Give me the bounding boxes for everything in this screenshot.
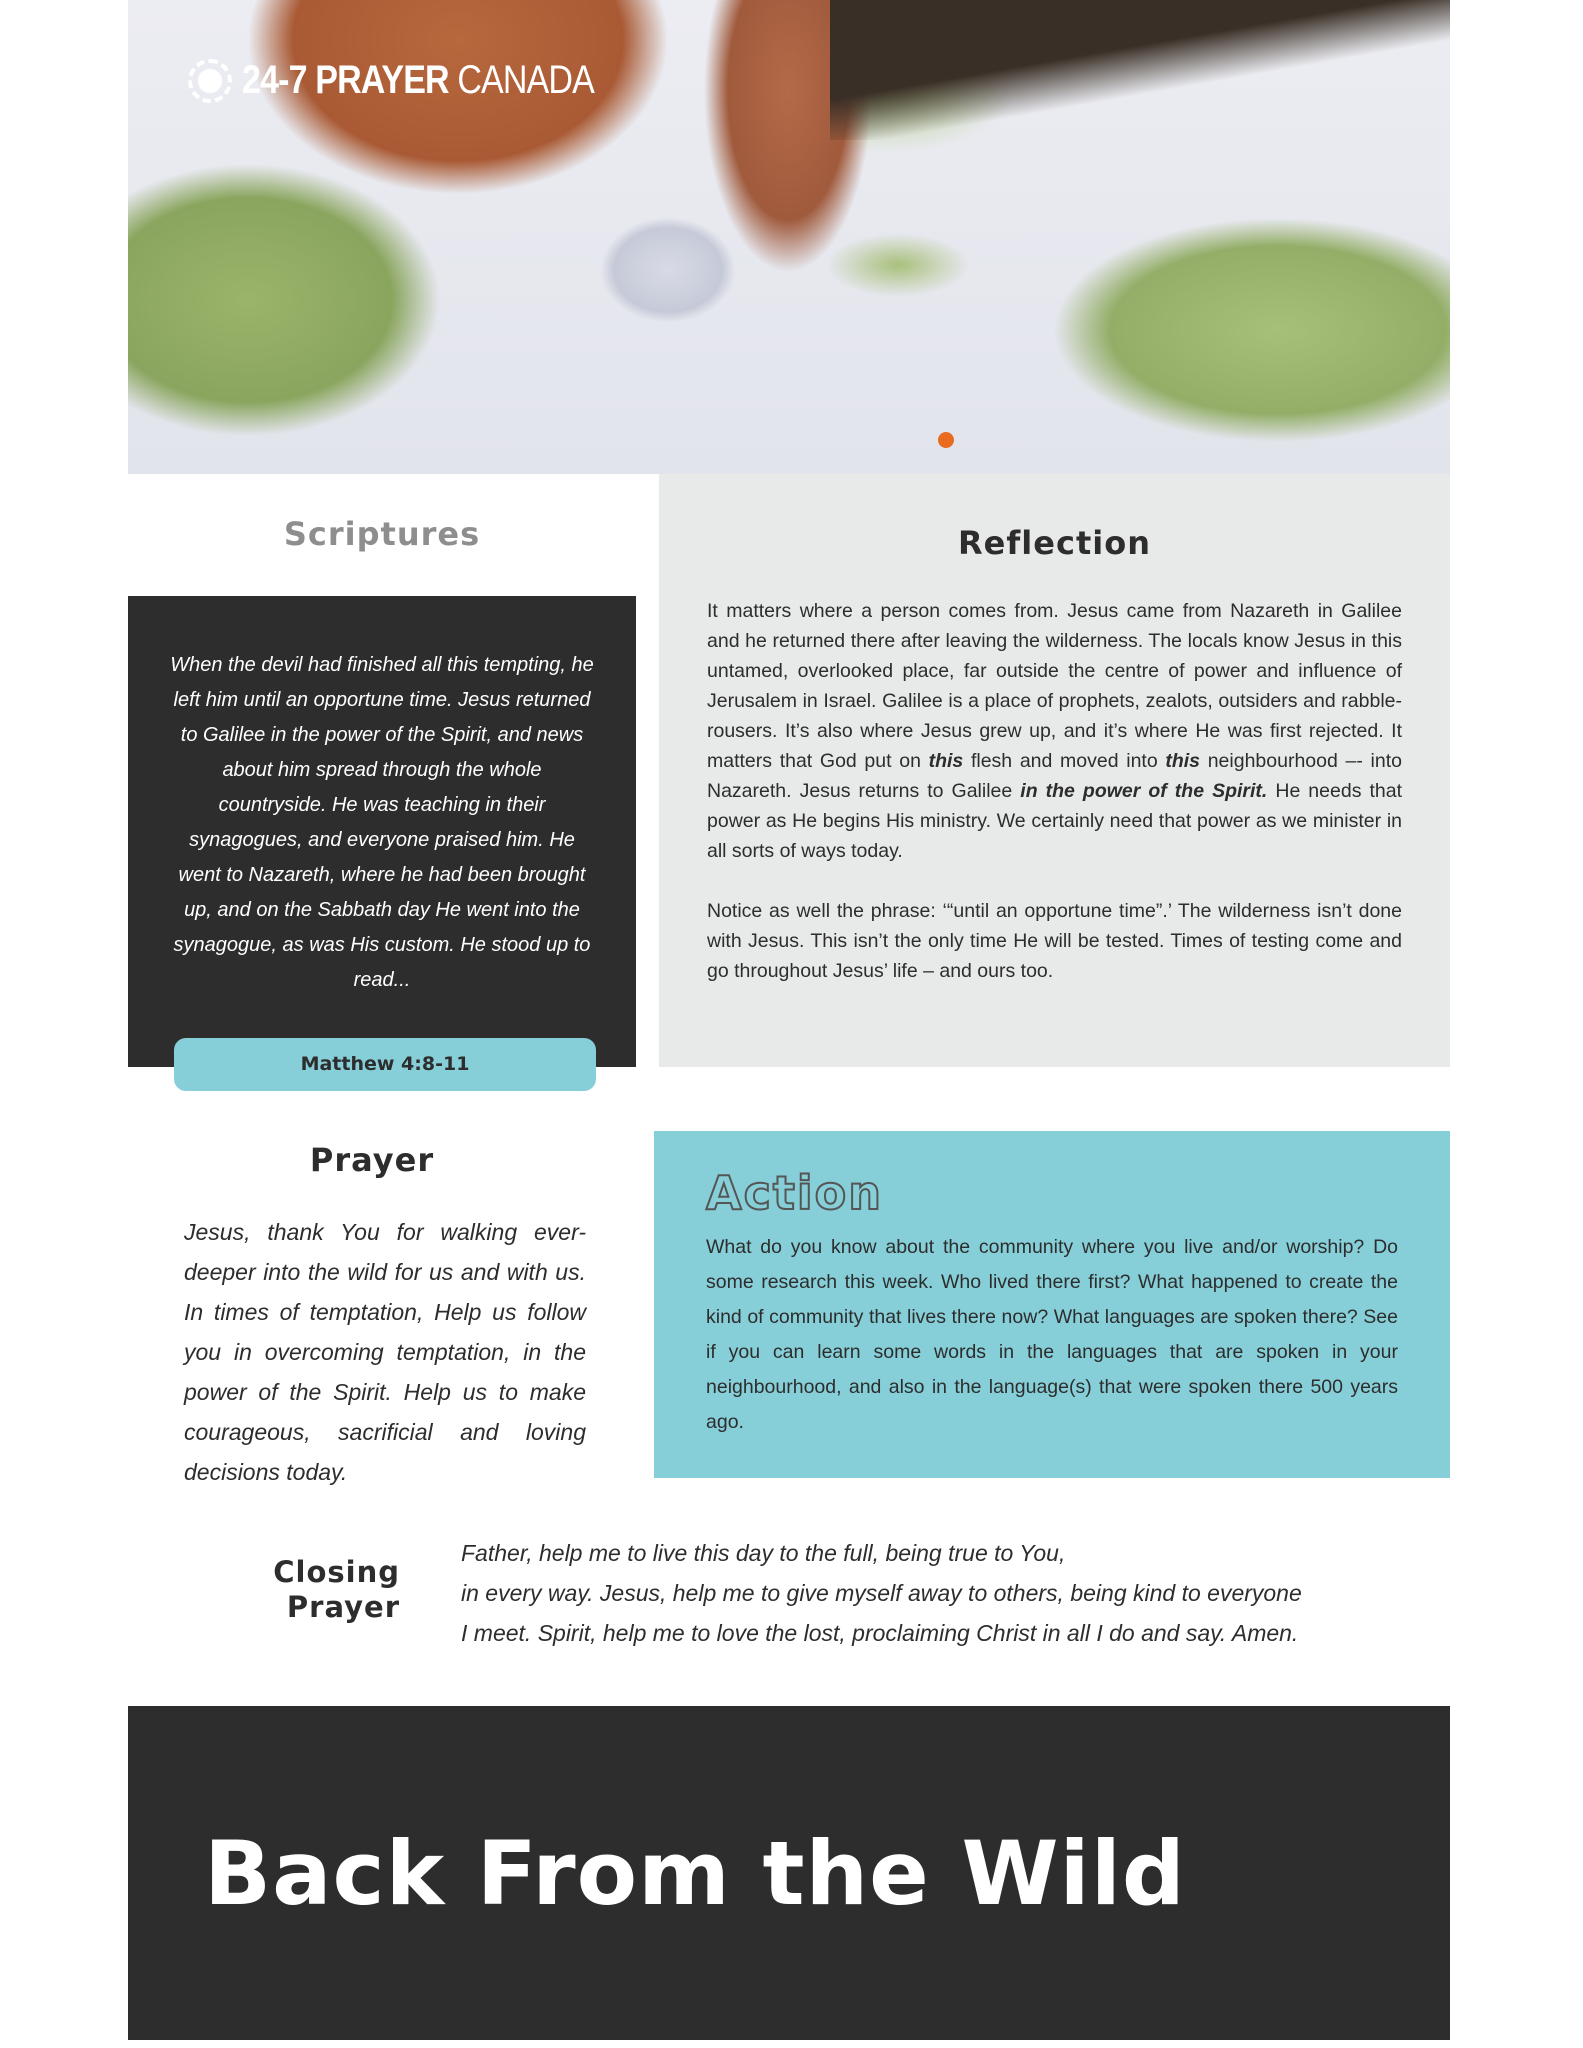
action-text: What do you know about the community where you live and/or worship? Do some research this week. Who lived there first? What happened to create the kind of community that lives there now? What languages are spoken there? See if you can learn some words in the languages that are spoken in your neighbourhood, and also in the language(s) that were spoken there 500 years ago. — [706, 1236, 1398, 1433]
scripture-box — [128, 596, 636, 1067]
closing-line: I meet. Spirit, help me to love the lost, proclaiming Christ in all I do and say. Amen. — [461, 1620, 1299, 1646]
map-frame — [830, 0, 1450, 140]
map-pin — [938, 432, 954, 448]
closing-line: in every way. Jesus, help me to give myself away to others, being kind to everyone — [461, 1580, 1302, 1606]
scriptures-heading: Scriptures — [283, 515, 481, 553]
prayer-text: Jesus, thank You for walking ever-deeper into the wild for us and with us. In times of temptation, Help us follow you in overcoming temptation, in the power of the Spirit. Help us to make courageous, sacrificial and loving decisions today. — [184, 1219, 586, 1485]
brand-bold: 24-7 PRAYER — [242, 58, 449, 102]
sun-logo-icon — [188, 59, 232, 103]
prayer-heading: Prayer — [309, 1141, 435, 1179]
brand-light: CANADA — [448, 58, 594, 102]
scripture-reference: Matthew 4:8-11 — [174, 1038, 596, 1091]
reflection-paragraph-2: Notice as well the phrase: ‘“until an opportune time”.’ The wilderness isn’t done with Jesus. This isn’t the only time He will be tested. Times of testing come and go throughout Jesus’ life – and ours too. — [707, 900, 1402, 982]
reflection-heading: Reflection — [958, 524, 1151, 562]
page-title: Back From the Wild — [204, 1822, 1186, 1925]
brand-logo — [188, 58, 656, 103]
reflection-paragraph-1: It matters where a person comes from. Jesus came from Nazareth in Galilee and he returned there after leaving the wilderness. The locals know Jesus in this untamed, overlooked place, far outside the centre of power and influence of Jerusalem in Israel. Galilee is a place of prophets, zealots, outsiders and rabble-rousers. It’s also where Jesus grew up, and it’s where He was first rejected. It matters that God put on this flesh and moved into this neighbourhood –- into Nazareth. Jesus returns to Galilee in the power of the Spirit. He needs that power as He begins His ministry. We certainly need that power as we minister in all sorts of ways today. — [707, 600, 1402, 862]
scripture-text: When the devil had finished all this tempting, he left him until an opportune time. Jesus returned to Galilee in the power of the Spirit, and news about him spread through the whole countryside. He was teaching in their synagogues, and everyone praised him. He went to Nazareth, where he had been brought up, and on the Sabbath day He went into the synagogue, as was His custom. He stood up to read... — [170, 654, 594, 991]
footer-banner — [128, 1706, 1450, 2040]
action-panel — [654, 1131, 1450, 1478]
reflection-panel — [659, 474, 1450, 1067]
closing-prayer-text — [461, 1533, 1302, 1653]
closing-line: Father, help me to live this day to the full, being true to You, — [461, 1540, 1066, 1566]
closing-prayer-heading: Closing Prayer — [273, 1555, 400, 1624]
hero-image — [128, 0, 1450, 474]
action-heading: Action — [706, 1166, 883, 1220]
